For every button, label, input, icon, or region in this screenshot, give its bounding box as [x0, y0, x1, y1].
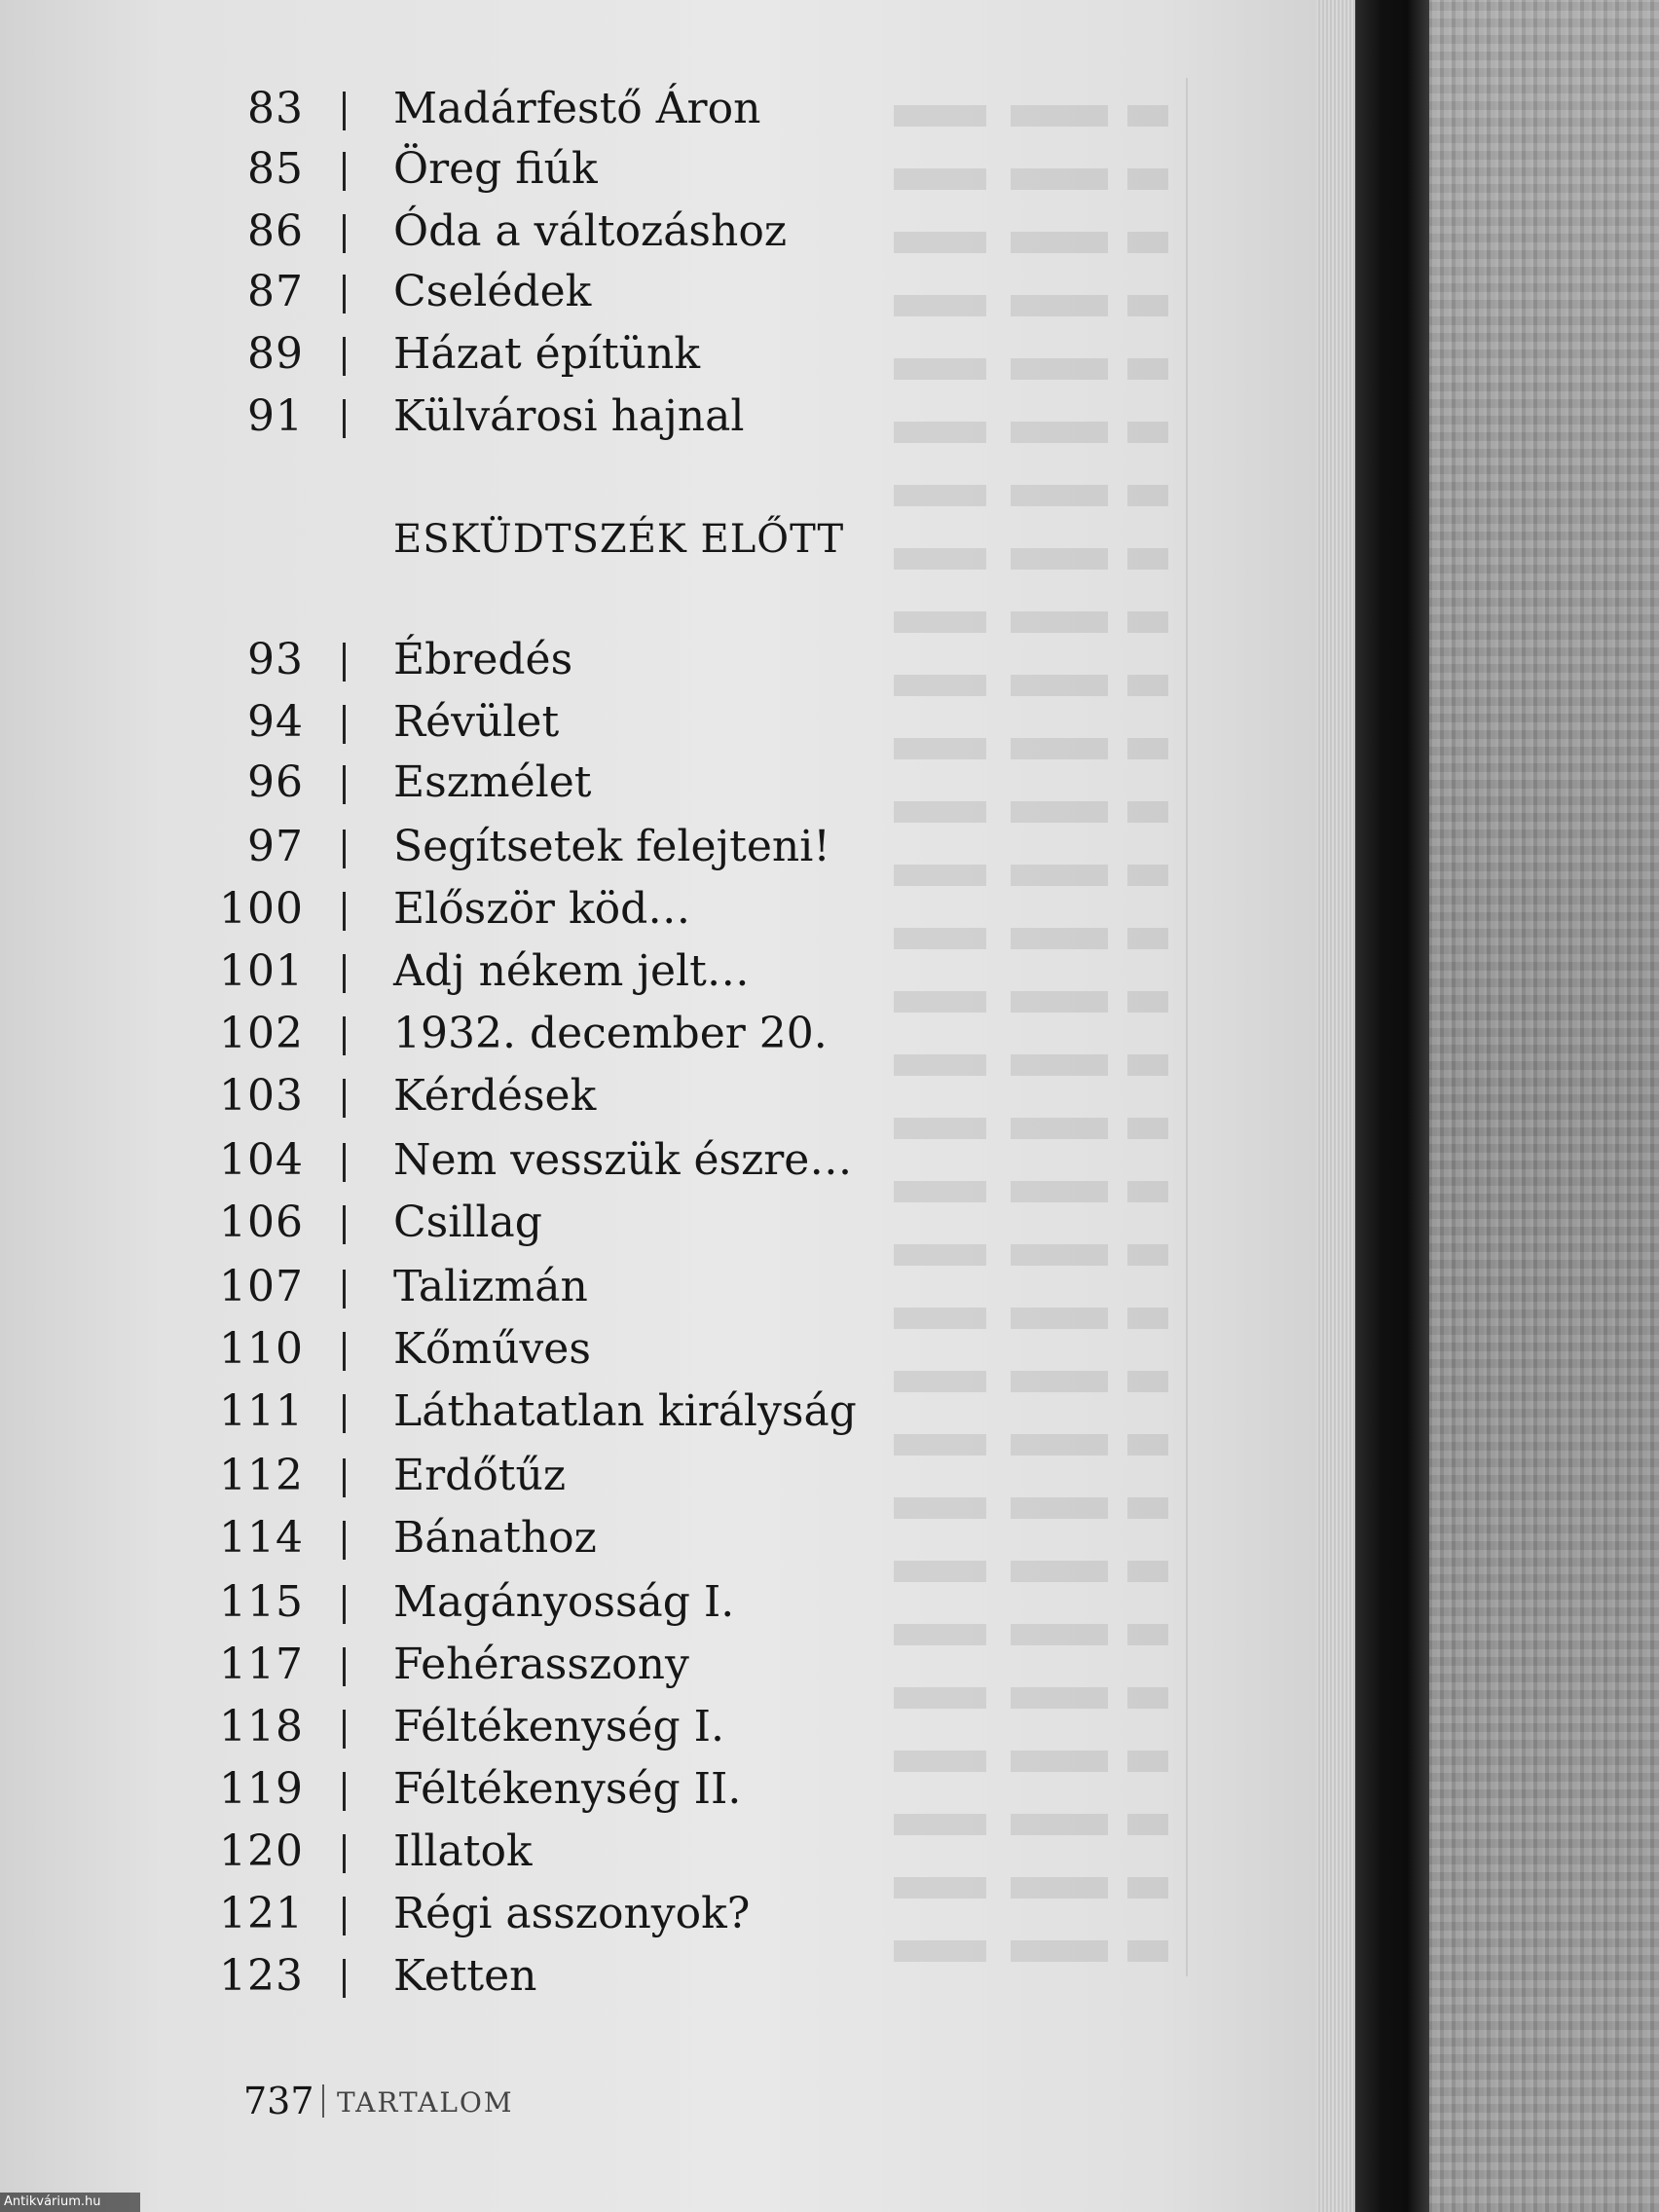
footer-running-head: TARTALOM	[337, 2086, 514, 2119]
toc-entry	[0, 1823, 974, 1881]
toc-page-number: 107	[219, 1262, 304, 1311]
toc-title: Öreg fiúk	[393, 144, 598, 194]
toc-entry	[0, 942, 974, 1001]
toc-entry	[0, 693, 974, 752]
toc-page-number: 118	[219, 1702, 304, 1751]
toc-separator	[343, 1772, 346, 1811]
toc-page-number: 121	[219, 1889, 304, 1938]
toc-separator	[343, 1521, 346, 1560]
toc-entry	[0, 263, 974, 321]
toc-page-number: 106	[219, 1198, 304, 1247]
toc-separator	[343, 1458, 346, 1497]
toc-title: Nem vesszük észre…	[393, 1135, 853, 1185]
toc-separator	[343, 954, 346, 993]
toc-page-number: 101	[219, 946, 304, 996]
toc-separator	[343, 399, 346, 438]
toc-title: Adj nékem jelt…	[393, 946, 750, 996]
toc-separator	[343, 337, 346, 376]
toc-page-number: 115	[219, 1577, 304, 1627]
toc-separator	[343, 1710, 346, 1749]
toc-page-number: 103	[219, 1071, 304, 1121]
toc-title: Régi asszonyok?	[393, 1889, 751, 1938]
toc-title: Kőműves	[393, 1324, 591, 1374]
toc-title: Féltékenység I.	[393, 1702, 724, 1751]
toc-entry	[0, 325, 974, 384]
toc-title: 1932. december 20.	[393, 1009, 828, 1058]
toc-title: Ébredés	[393, 635, 573, 684]
toc-title: Bánathoz	[393, 1513, 597, 1563]
toc-separator	[343, 152, 346, 191]
toc-title: Révület	[393, 697, 560, 747]
toc-entry	[0, 1067, 974, 1125]
toc-page-number: 83	[247, 84, 304, 133]
toc-page-number: 119	[219, 1764, 304, 1814]
toc-separator	[343, 1834, 346, 1873]
toc-page-number: 120	[219, 1826, 304, 1876]
toc-separator	[343, 705, 346, 744]
toc-entry	[0, 1258, 974, 1316]
toc-title: Magányosság I.	[393, 1577, 735, 1627]
toc-page-number: 93	[247, 635, 304, 684]
toc-separator	[343, 1959, 346, 1998]
toc-page-number: 111	[219, 1386, 304, 1436]
toc-title: Külvárosi hajnal	[393, 391, 745, 441]
toc-title: Csillag	[393, 1198, 542, 1247]
toc-entry	[0, 1698, 974, 1756]
toc-entry	[0, 1005, 974, 1063]
watermark: Antikvárium.hu	[0, 2193, 140, 2212]
toc-page-number: 87	[247, 267, 304, 316]
toc-entry	[0, 818, 974, 876]
toc-separator	[343, 275, 346, 313]
toc-entry	[0, 1573, 974, 1632]
book-cover-edge	[1355, 0, 1429, 2212]
toc-separator	[343, 1143, 346, 1182]
toc-entry	[0, 1447, 974, 1505]
toc-title: Illatok	[393, 1826, 533, 1876]
toc-entry	[0, 754, 974, 812]
toc-entry	[0, 1885, 974, 1943]
toc-page-number: 91	[247, 391, 304, 441]
toc-entry	[0, 387, 974, 446]
toc-separator	[343, 1205, 346, 1244]
toc-separator	[343, 892, 346, 931]
footer-page-number: 737	[243, 2080, 314, 2122]
toc-entry	[0, 631, 974, 689]
toc-entry	[0, 1509, 974, 1567]
toc-page-number: 85	[247, 144, 304, 194]
toc-title: Óda a változáshoz	[393, 206, 788, 256]
toc-separator	[343, 1897, 346, 1936]
toc-title: Eszmélet	[393, 757, 592, 807]
toc-separator	[343, 92, 346, 130]
toc-title: Fehérasszony	[393, 1640, 689, 1689]
toc-separator	[343, 765, 346, 804]
toc-entry	[0, 1320, 974, 1379]
toc-page-number: 114	[219, 1513, 304, 1563]
toc-title: Házat építünk	[393, 329, 700, 379]
toc-title: Cselédek	[393, 267, 592, 316]
toc-entry	[0, 80, 974, 138]
toc-page-number: 112	[219, 1451, 304, 1500]
toc-title: Láthatatlan királyság	[393, 1386, 857, 1436]
toc-separator	[343, 830, 346, 868]
background-surface	[1402, 0, 1659, 2212]
toc-separator	[343, 1332, 346, 1371]
toc-entry	[0, 1194, 974, 1252]
toc-title: Először köd…	[393, 884, 691, 934]
footer-separator	[322, 2084, 324, 2118]
toc-separator	[343, 1394, 346, 1433]
toc-entry	[0, 1382, 974, 1441]
toc-page-number: 102	[219, 1009, 304, 1058]
toc-title: Ketten	[393, 1951, 537, 2001]
toc-page-number: 100	[219, 884, 304, 934]
toc-separator	[343, 214, 346, 253]
toc-page-number: 110	[219, 1324, 304, 1374]
toc-title: Kérdések	[393, 1071, 597, 1121]
toc-entry	[0, 1947, 974, 2006]
toc-page-number: 89	[247, 329, 304, 379]
section-heading: ESKÜDTSZÉK ELŐTT	[393, 517, 845, 562]
toc-title: Segítsetek felejteni!	[393, 822, 830, 871]
toc-separator	[343, 643, 346, 682]
toc-title: Féltékenység II.	[393, 1764, 742, 1814]
toc-entry	[0, 880, 974, 939]
toc-separator	[343, 1585, 346, 1624]
toc-title: Madárfestő Áron	[393, 84, 761, 133]
toc-page-number: 104	[219, 1135, 304, 1185]
toc-page-number: 97	[247, 822, 304, 871]
toc-entry	[0, 1760, 974, 1819]
toc-page-number: 94	[247, 697, 304, 747]
toc-separator	[343, 1016, 346, 1055]
toc-page-number: 123	[219, 1951, 304, 2001]
toc-page-number: 117	[219, 1640, 304, 1689]
toc-entry	[0, 1131, 974, 1190]
toc-title: Talizmán	[393, 1262, 588, 1311]
toc-page-number: 86	[247, 206, 304, 256]
toc-page-number: 96	[247, 757, 304, 807]
toc-separator	[343, 1079, 346, 1118]
toc-entry	[0, 1636, 974, 1694]
toc-title: Erdőtűz	[393, 1451, 567, 1500]
toc-separator	[343, 1270, 346, 1309]
toc-separator	[343, 1647, 346, 1686]
toc-entry	[0, 140, 974, 199]
toc-entry	[0, 203, 974, 261]
